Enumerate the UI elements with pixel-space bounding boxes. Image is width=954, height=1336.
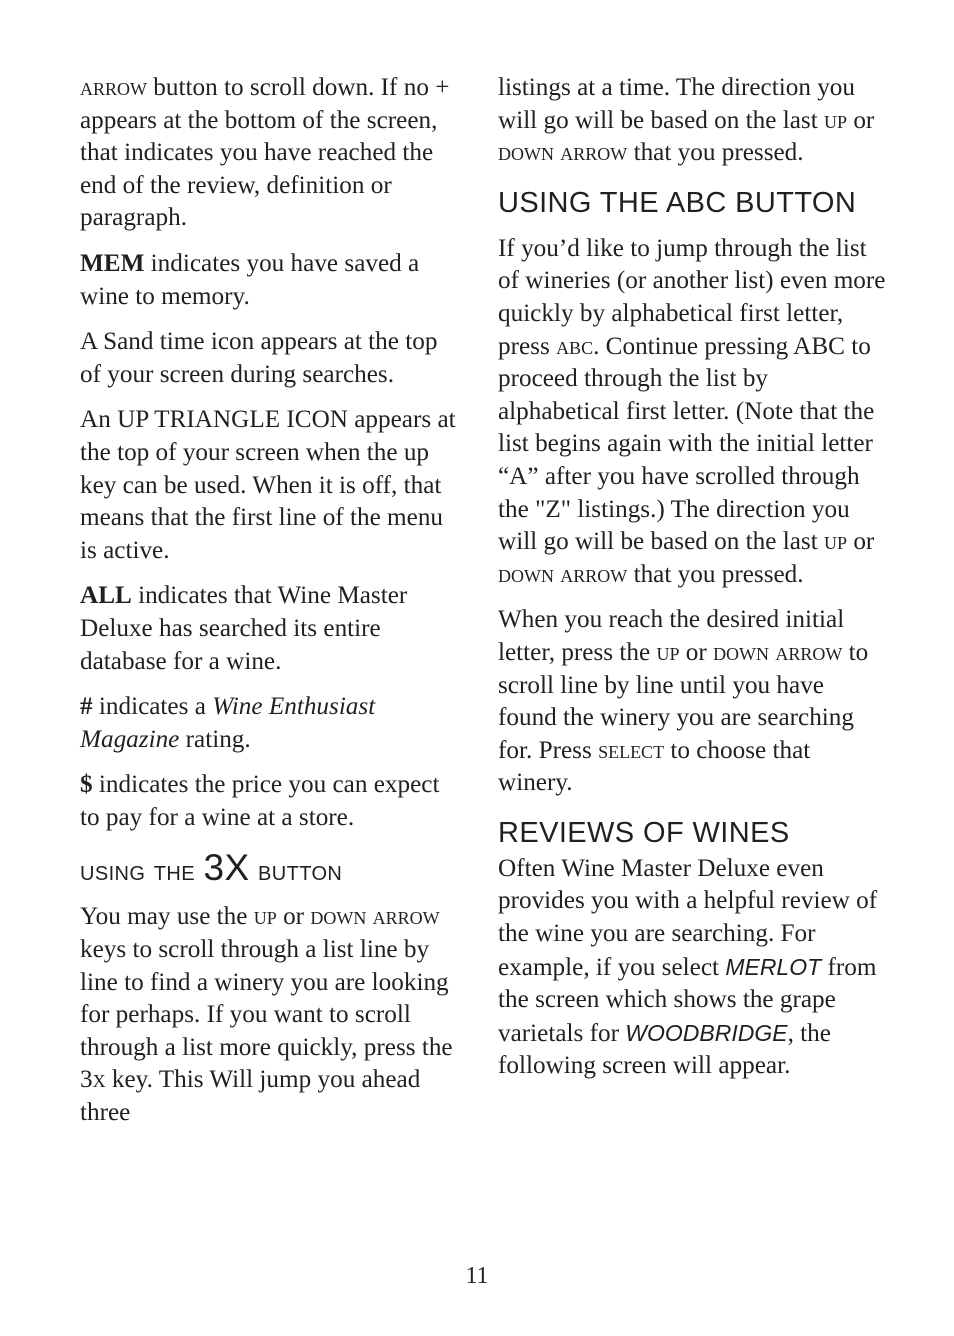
paragraph-3x: You may use the up or down arrow keys to scroll through a list line by line to find a winery you are looking for perhaps. If you want to scroll through a list more quickly, press the 3x key. This Will jump you ahead three bbox=[80, 903, 453, 1127]
magazine-name: Wine Enthusiast Magazine bbox=[80, 693, 376, 753]
mem-keyword: MEM bbox=[80, 249, 145, 277]
paragraph-listings-direction: listings at a time. The direction you will go will be based on the last up or down arrow that you pressed. bbox=[498, 74, 875, 167]
left-column bbox=[80, 72, 460, 1143]
paragraph-dollar: $ indicates the price you can expect to pay for a wine at a store. bbox=[80, 771, 440, 831]
hash-keyword: # bbox=[80, 693, 93, 721]
page-number: 11 bbox=[465, 1263, 489, 1289]
all-keyword: ALL bbox=[80, 582, 132, 610]
paragraph-up-triangle: An UP TRIANGLE ICON appears at the top of your screen when the up key can be used. When it is off, that means that the first line of the menu is active. bbox=[80, 406, 456, 564]
heading-reviews-of-wines: REVIEWS OF WINES bbox=[498, 816, 790, 849]
paragraph-sand-time: A Sand time icon appears at the top of your screen during searches. bbox=[80, 328, 438, 388]
right-column bbox=[498, 72, 888, 1096]
dollar-keyword: $ bbox=[80, 771, 93, 799]
paragraph-desired-letter: When you reach the desired initial letter, press the up or down arrow to scroll line by line until you have found the winery you are searching for. Press select to choose that winery. bbox=[498, 606, 869, 797]
heading-using-abc-button: USING THE ABC BUTTON bbox=[498, 186, 857, 219]
paragraph-mem: MEM indicates you have saved a wine to memory. bbox=[80, 249, 420, 310]
heading-using-3x-button: using the 3X button bbox=[80, 847, 343, 889]
paragraph-reviews: Often Wine Master Deluxe even provides you with a helpful review of the wine you are searching. For example, if you select MERLOT from the screen which shows the grape varietals for WOODBRIDGE, the following screen will appear. bbox=[498, 854, 878, 1080]
arrow-keyword: arrow bbox=[80, 74, 147, 101]
paragraph-arrow-scroll: arrow button to scroll down. If no + appears at the bottom of the screen, that indicates you have reached the end of the review, definition or paragraph. bbox=[80, 74, 450, 232]
paragraph-hash: # indicates a Wine Enthusiast Magazine rating. bbox=[80, 693, 376, 753]
paragraph-abc: If you’d like to jump through the list of wineries (or another list) even more quickly by alphabetical first letter, press abc. Continue pressing ABC to proceed through the list by alphabetical first letter. (Note that the list begins again with the initial letter “A” after you have scrolled through the "Z" listings.) The direction you will go will be based on the last up or down arrow that you pressed. bbox=[498, 234, 886, 588]
paragraph-all: ALL indicates that Wine Master Deluxe has searched its entire database for a wine. bbox=[80, 582, 408, 675]
